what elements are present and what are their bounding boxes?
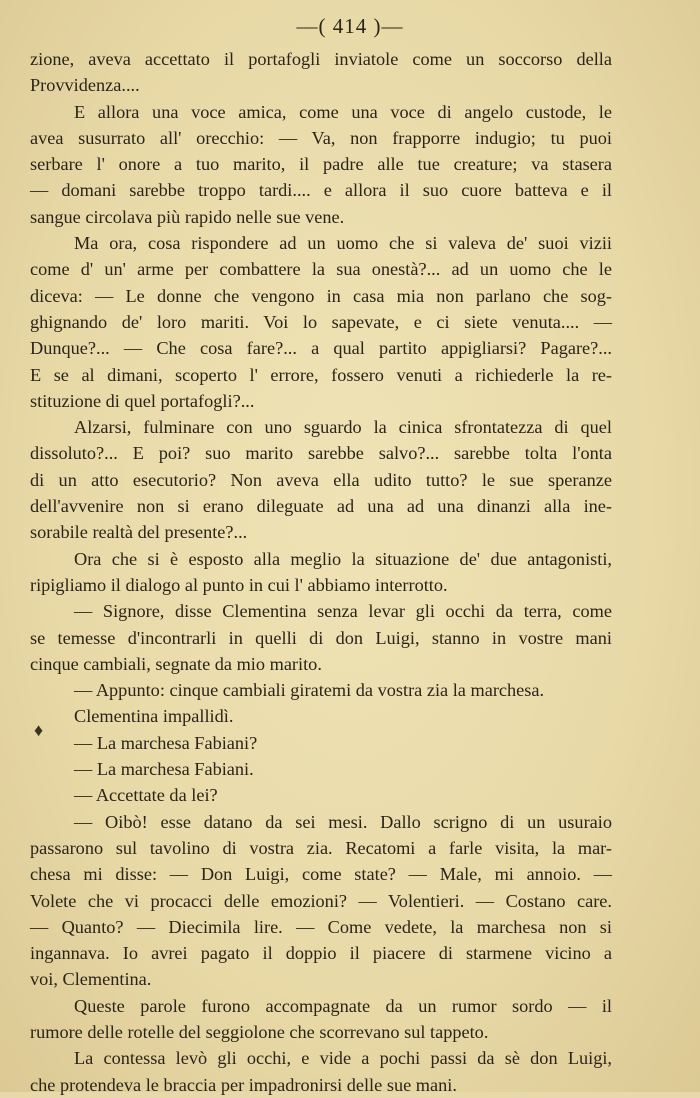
text-line: E se al dimani, scoperto l' errore, fossero venuti a richiederle la re-	[30, 364, 612, 385]
text-line: sorabile realtà del presente?...	[30, 522, 248, 543]
text-line: che protendeva le braccia per impadronirsi delle sue mani.	[30, 1074, 457, 1095]
paragraph	[30, 230, 612, 414]
text-line: rumore delle rotelle del seggiolone che scorrevano sul tappeto.	[30, 1021, 489, 1042]
text-line: come d' un' arme per combattere la sua onestà?... ad un uomo che le	[30, 259, 612, 280]
text-line: zione, aveva accettato il portafogli inviatole come un soccorso della	[30, 49, 612, 69]
text-line: Clementina impallidì.	[74, 706, 234, 727]
text-line: E allora una voce amica, come una voce di angelo custode, le	[74, 101, 612, 122]
body-text	[30, 46, 612, 1098]
text-line: — Quanto? — Diecimila lire. — Come vedete, la marchesa non si	[30, 916, 612, 937]
text-line: Alzarsi, fulminare con uno sguardo la cinica sfrontatezza di quel	[74, 417, 612, 438]
text-line: — Appunto: cinque cambiali giratemi da vostra zia la marchesa.	[74, 680, 545, 701]
text-line: diceva: — Le donne che vengono in casa mia non parlano che sog-	[30, 285, 612, 306]
paragraph	[30, 414, 612, 545]
text-line: se temesse d'incontrarli in quelli di don Luigi, stanno in vostre mani	[30, 627, 612, 648]
text-line: voi, Clementina.	[30, 969, 152, 990]
text-line: dell'avvenire non si erano dileguate ad una ad una dinanzi alla ine-	[30, 496, 612, 517]
text-line: Provvidenza....	[30, 75, 140, 96]
text-line: Ma ora, cosa rispondere ad un uomo che si valeva de' suoi vizii	[74, 233, 612, 254]
paragraph	[30, 756, 612, 782]
text-line: — domani sarebbe troppo tardi.... e allora il suo cuore batteva e il	[30, 180, 612, 201]
ink-spot: ♦	[34, 720, 44, 740]
text-line: serbare l' onore a tuo marito, il padre alle tue creature; va stasera	[30, 154, 612, 175]
text-line: Volete che vi procacci delle emozioni? — Volentieri. — Costano care.	[30, 890, 612, 911]
paragraph	[30, 730, 612, 756]
paragraph	[30, 782, 612, 808]
paragraph	[30, 703, 612, 729]
text-line: — Accettate da lei?	[74, 785, 218, 806]
page-number: —( 414 )—	[296, 14, 404, 38]
paragraph	[30, 46, 612, 99]
text-line: ingannava. Io avrei pagato il doppio il piacere di starmene vicino a	[30, 943, 612, 964]
paragraph	[30, 546, 612, 599]
text-line: sangue circolava più rapido nelle sue vene.	[30, 206, 345, 227]
text-line: — La marchesa Fabiani.	[74, 759, 254, 780]
text-line: La contessa levò gli occhi, e vide a pochi passi da sè don Luigi,	[74, 1048, 612, 1069]
paragraph	[30, 993, 612, 1046]
text-line: ripigliamo il dialogo al punto in cui l' abbiamo interrotto.	[30, 574, 448, 595]
text-line: avea susurrato all' orecchio: — Va, non frapporre indugio; tu puoi	[30, 127, 612, 148]
text-line: cinque cambiali, segnate da mio marito.	[30, 653, 322, 674]
text-line: Ora che si è esposto alla meglio la situazione de' due antagonisti,	[74, 548, 612, 569]
text-line: stituzione di quel portafogli?...	[30, 390, 255, 411]
text-line: chesa mi disse: — Don Luigi, come state? — Male, mi annoio. —	[30, 864, 612, 885]
paragraph	[30, 99, 612, 230]
text-line: — Signore, disse Clementina senza levar gli occhi da terra, come	[74, 601, 612, 622]
text-line: di un atto esecutorio? Non aveva ella udito tutto? le sue speranze	[30, 469, 612, 490]
paragraph	[30, 677, 612, 703]
text-line: — Oibò! esse datano da sei mesi. Dallo scrigno di un usuraio	[74, 811, 612, 832]
text-line: Queste parole furono accompagnate da un rumor sordo — il	[74, 995, 612, 1016]
paragraph	[30, 809, 612, 993]
paragraph	[30, 598, 612, 677]
text-line: — La marchesa Fabiani?	[74, 732, 258, 753]
text-line: ghignando de' loro mariti. Voi lo sapevate, e ci siete venuta.... —	[30, 311, 612, 332]
paragraph	[30, 1045, 612, 1098]
text-line: passarono sul tavolino di vostra zia. Recatomi a farle visita, la mar-	[30, 837, 612, 858]
text-line: dissoluto?... E poi? suo marito sarebbe salvo?... sarebbe tolta l'onta	[30, 443, 612, 464]
text-line: Dunque?... — Che cosa fare?... a qual partito appigliarsi? Pagare?...	[30, 338, 612, 359]
